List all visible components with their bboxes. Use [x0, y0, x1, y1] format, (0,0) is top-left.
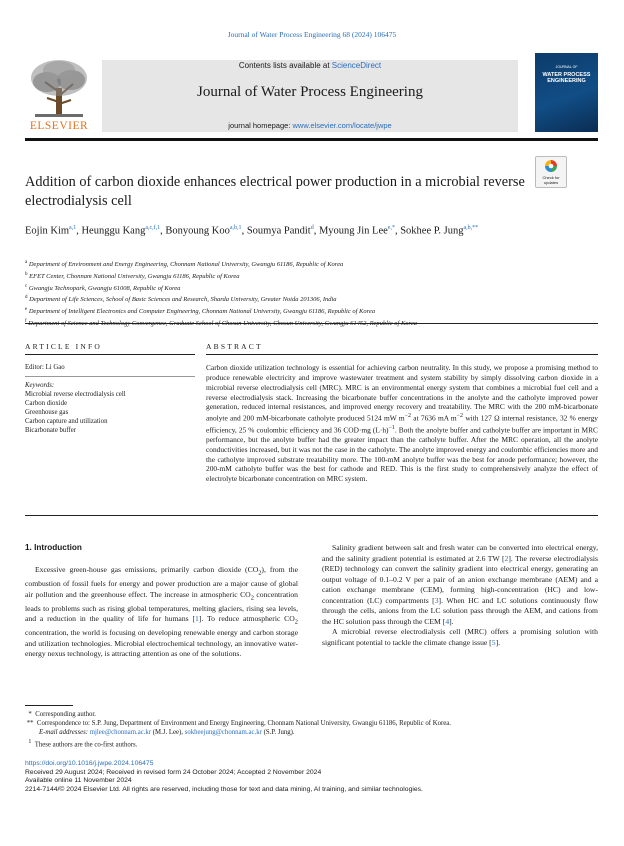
affiliation-divider	[25, 323, 598, 324]
intro-left-column: Excessive green-house gas emissions, primarily carbon dioxide $(CO_2)$, from the combustion of fossil fuels for energy and power production are a major cause of global air pollution and the greenhouse effect. The increase in atmospheric $CO_2$ concentration leads to problems such as rising global temperatures, melting glaciers, rising sea levels, and a reduction in the quality of life for humans [1]. To reduce atmospheric $CO_2$ concentration, the world is focusing on developing renewable energy and carbon storage and utilization technologies. Microbial electrochemical technology, an innovative water-energy nexus technology, is attracting attention as one of the solutions.	[25, 565, 298, 659]
cover-title: WATER PROCESS ENGINEERING	[542, 72, 591, 84]
history-line: Received 29 August 2024; Received in revised form 24 October 2024; Accepted 2 November 2024	[25, 768, 322, 776]
info-rule	[25, 354, 195, 355]
keyword-item: Carbon capture and utilization	[25, 418, 108, 425]
keyword-item: Greenhouse gas	[25, 409, 69, 416]
footnote-item: $^1$ These authors are the co-first authors.	[28, 738, 138, 748]
abstract-rule	[206, 354, 598, 355]
affiliation-item: $^c$ Gwangju Technopark, Gwangju 61008, Republic of Korea	[25, 283, 181, 292]
elsevier-wordmark: ELSEVIER	[29, 120, 89, 132]
keyword-item: Carbon dioxide	[25, 400, 68, 407]
footnote-item: ** Correspondence to: S.P. Jung, Department of Environment and Energy Engineering, Chonnam National University, Gwangju 61186, Republic of Korea.	[26, 720, 451, 728]
contents-line: Contents lists available at ScienceDirect	[238, 61, 382, 70]
header-divider	[25, 138, 598, 141]
email-link[interactable]: sokheejung@chonnam.ac.kr	[184, 729, 262, 737]
editor-line: Editor: Li Gao	[25, 364, 65, 371]
doi-link[interactable]: https://doi.org/10.1016/j.jwpe.2024.106475	[25, 760, 154, 767]
citation-link[interactable]: 3	[434, 595, 439, 605]
crossmark-badge[interactable]	[535, 156, 567, 188]
article-info-panel	[25, 363, 195, 435]
author-marks[interactable]: a,c,f,1	[145, 225, 161, 231]
author-name[interactable]: Soumya Pandit	[246, 225, 311, 237]
author-name[interactable]: Heunggu Kang	[81, 225, 146, 237]
homepage-link[interactable]: www.elsevier.com/locate/jwpe	[292, 121, 392, 130]
author-name[interactable]: Bonyoung Koo	[165, 225, 230, 237]
author-name[interactable]: Eojin Kim	[25, 225, 70, 237]
author-marks[interactable]: e,*	[387, 225, 395, 231]
author-marks[interactable]: a,1	[69, 225, 77, 231]
journal-name: Journal of Water Process Engineering	[197, 84, 423, 100]
abstract-text: Carbon dioxide utilization technology is essential for achieving carbon neutrality. In this study, we propose a promising method to produce renewable electricity and improve wastewater treatment and system stability by simply dissolving carbon dioxide in a microbial reverse electrodialysis cell (MRC). MRC is an environmental energy system that combines a microbial fuel cell and a reverse electrodialysis stack. Increasing the bicarbonate buffer concentrations in the anolyte and the catholyte improved power generation, reduced internal resistances, and improved energy recovery and treatability. The MRC with the 200 mM-bicarbonate anolyte and 200 mM-bicarbonate catholyte produced 5124 mW $m^{-2}$ at 7636 mA $m^{-2}$ with 127 Ω internal resistance, 32 % energy efficiency, 25 % coulombic efficiency and 36 COD·mg $(L\cdot h)^{-1}$. Both the anolyte buffer and catholyte buffer are important in MRC performance, but the anolyte buffer had the greater impact than the catholyte buffer. After the MRC operation, all the anolyte conductivities increased, but it was not the case in the catholyte. The anolyte improved energy and coulombic efficiencies more and the catholyte improved substrate treatability more. The 100-mM anolyte buffer was the best for anode performance; however, the 200-mM catholyte buffer was the best for cathode and RED. This is the first study to comprehensively analyze the effect of electrolyte bicarbonate concentration on MRC system.	[206, 363, 599, 484]
email-link[interactable]: mjlee@chonnam.ac.kr	[89, 729, 152, 737]
crossmark-label: Check for updates	[542, 175, 560, 185]
author-marks[interactable]: d	[310, 225, 314, 231]
footnote-item: * Corresponding author.	[28, 711, 97, 718]
keyword-item: Microbial reverse electrodialysis cell	[25, 391, 126, 398]
author-list: Eojin Kim$^{a,1}$, Heunggu Kang$^{a,c,f,1}$, Bonyoung Koo$^{a,b,1}$, Soumya Pandit$^d$, Myoung Jin Lee$^{e,*}$, Sokhee P. Jung$^{a,b,**}$	[25, 225, 479, 237]
sciencedirect-link[interactable]: ScienceDirect	[331, 61, 382, 70]
article-title: Addition of carbon dioxide enhances electrical power production in a microbial reverse electrodialysis cell	[25, 174, 525, 209]
abstract-bottom-rule	[25, 515, 598, 516]
affiliation-item: $^d$ Department of Life Sciences, School of Basic Sciences and Research, Sharda University, Greater Noida 201306, India	[25, 295, 337, 304]
footnote-rule	[25, 705, 73, 706]
email-line: E-mail addresses: mjlee@chonnam.ac.kr (M.J. Lee), sokheejung@chonnam.ac.kr (S.P. Jung).	[39, 729, 295, 737]
introduction-heading: 1. Introduction	[25, 543, 82, 552]
online-date: Available online 11 November 2024	[25, 777, 132, 785]
affiliation-item: $^b$ EFET Center, Chonnam National University, Gwangju 61186, Republic of Korea	[25, 271, 240, 280]
crossmark-icon	[544, 159, 558, 175]
keywords-label: Keywords:	[25, 382, 55, 389]
journal-homepage: journal homepage: www.elsevier.com/locate/jwpe	[228, 121, 392, 130]
intro-right-column: Salinity gradient between salt and fresh water can be converted into electrical energy, and the salinity gradient potential is estimated at 2.6 TW [2]. The reverse electrodialysis (RED) technology can convert the salinity gradient into electrical energy, generating an output voltage of 0.1–0.2 V per a pair of an anion exchange membrane (AEM) and a cation exchange membrane (CEM), forming high-concentration (HC) and low-concentration (LC) compartments [3]. When HC and LC solutions continuously flow through the cells, anions from the LC solution pass through the AEM, and cations from the HC solution pass through the CEM [4]. A microbial reverse electrodialysis cell (MRC) offers a promising solution with significant potential to tackle the climate change issue [5].	[322, 543, 598, 647]
affiliation-list	[25, 258, 598, 329]
affiliation-item: f	[25, 318, 27, 324]
citation-link[interactable]: 1	[195, 614, 199, 624]
author-marks[interactable]: a,b,**	[463, 225, 479, 231]
affiliation-item: $^a$ Department of Environment and Energy Engineering, Chonnam National University, Gwangju 61186, Republic of Korea	[25, 260, 344, 269]
author-name[interactable]: Sokhee P. Jung	[400, 225, 464, 237]
citation-link[interactable]: 2	[504, 553, 509, 563]
cover-kicker: JOURNAL OF	[555, 65, 578, 69]
citation-link[interactable]: 5	[491, 637, 496, 647]
author-marks[interactable]: a,b,1	[229, 225, 242, 231]
publication-info	[25, 760, 598, 795]
keyword-item: Bicarbonate buffer	[25, 427, 77, 434]
abstract-heading: ABSTRACT	[206, 342, 263, 351]
journal-reference[interactable]: Journal of Water Process Engineering 68 (2024) 106475	[227, 30, 397, 39]
copyright-line: 2214-7144/© 2024 Elsevier Ltd. All rights are reserved, including those for text and data mining, AI training, and similar technologies.	[25, 786, 423, 794]
article-info-heading: ARTICLE INFO	[25, 342, 102, 351]
citation-link[interactable]: 4	[445, 616, 450, 626]
footnotes	[25, 710, 598, 749]
author-name[interactable]: Myoung Jin Lee	[318, 225, 388, 237]
journal-cover-image	[535, 53, 598, 132]
info-sub-rule	[25, 376, 195, 377]
affiliation-item: $^e$ Department of Intelligent Electronics and Computer Engineering, Chonnam National University, Gwangju 61186, Republic of Korea	[25, 307, 376, 316]
